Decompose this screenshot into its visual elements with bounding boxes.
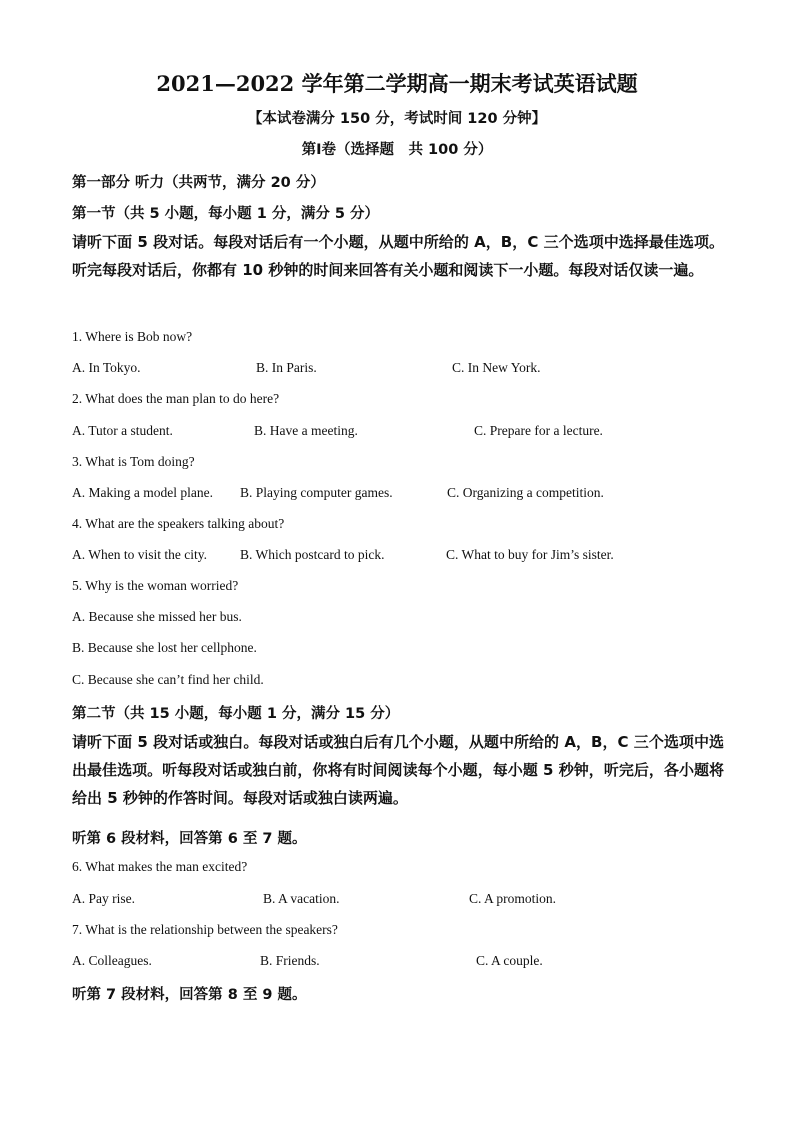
question-3-stem: 3. What is Tom doing? [72,454,195,469]
section2-heading: 第二节（共 15 小题，每小题 1 分，满分 15 分） [72,706,400,722]
question-1-stem: 1. Where is Bob now? [72,329,193,344]
question-5-option-b: B. Because she lost her cellphone. [72,640,257,655]
material-6-heading: 听第 6 段材料，回答第 6 至 7 题。 [72,831,307,847]
question-4-stem: 4. What are the speakers talking about? [72,516,285,531]
volume-heading: 第Ⅰ卷（选择题 共 100 分） [301,142,493,158]
question-6-stem: 6. What makes the man excited? [72,859,248,874]
question-2-option-b: B. Have a meeting. [254,423,358,438]
question-6-option-a: A. Pay rise. [72,891,135,906]
section2-instructions: 请听下面 5 段对话或独白。每段对话或独白后有几个小题，从题中所给的 A，B，C 三个选项中选出最佳选项。听每段对话或独白前，你将有时间阅读每个小题，每小题 5 秒钟，听完后，各小题将给出 5 秒钟的作答时间。每段对话或独白读两遍。 [72,733,724,807]
section1-instructions: 请听下面 5 段对话。每段对话后有一个小题，从题中所给的 A，B，C 三个选项中选择最佳选项。听完每段对话后，你都有 10 秒钟的时间来回答有关小题和阅读下一小题。每段对话仅读一遍。 [72,233,724,279]
question-6-option-b: B. A vacation. [263,891,340,906]
question-1-option-b: B. In Paris. [256,360,317,375]
exam-title: 2021—2022 学年第二学期高一期末考试英语试题 [156,71,638,96]
question-7-option-c: C. A couple. [476,953,543,968]
part1-heading: 第一部分 听力（共两节，满分 20 分） [72,175,325,191]
question-1-option-a: A. In Tokyo. [72,360,141,375]
question-3-option-c: C. Organizing a competition. [447,485,604,500]
question-2-option-a: A. Tutor a student. [72,423,173,438]
question-2-stem: 2. What does the man plan to do here? [72,391,280,406]
question-7-option-b: B. Friends. [260,953,320,968]
material-7-heading: 听第 7 段材料，回答第 8 至 9 题。 [72,987,307,1003]
exam-subtitle: 【本试卷满分 150 分，考试时间 120 分钟】 [247,111,547,127]
question-6-option-c: C. A promotion. [469,891,557,906]
question-5-option-a: A. Because she missed her bus. [72,609,242,624]
section1-heading: 第一节（共 5 小题，每小题 1 分，满分 5 分） [72,206,380,222]
question-3-option-b: B. Playing computer games. [240,485,393,500]
question-7-option-a: A. Colleagues. [72,953,152,968]
question-4-option-c: C. What to buy for Jim’s sister. [446,547,614,562]
question-2-option-c: C. Prepare for a lecture. [474,423,603,438]
question-5-stem: 5. Why is the woman worried? [72,578,239,593]
question-4-option-b: B. Which postcard to pick. [240,547,385,562]
question-5-option-c: C. Because she can’t find her child. [72,672,264,687]
question-7-stem: 7. What is the relationship between the speakers? [72,922,338,937]
question-4-option-a: A. When to visit the city. [72,547,207,562]
question-1-option-c: C. In New York. [452,360,541,375]
question-3-option-a: A. Making a model plane. [72,485,213,500]
